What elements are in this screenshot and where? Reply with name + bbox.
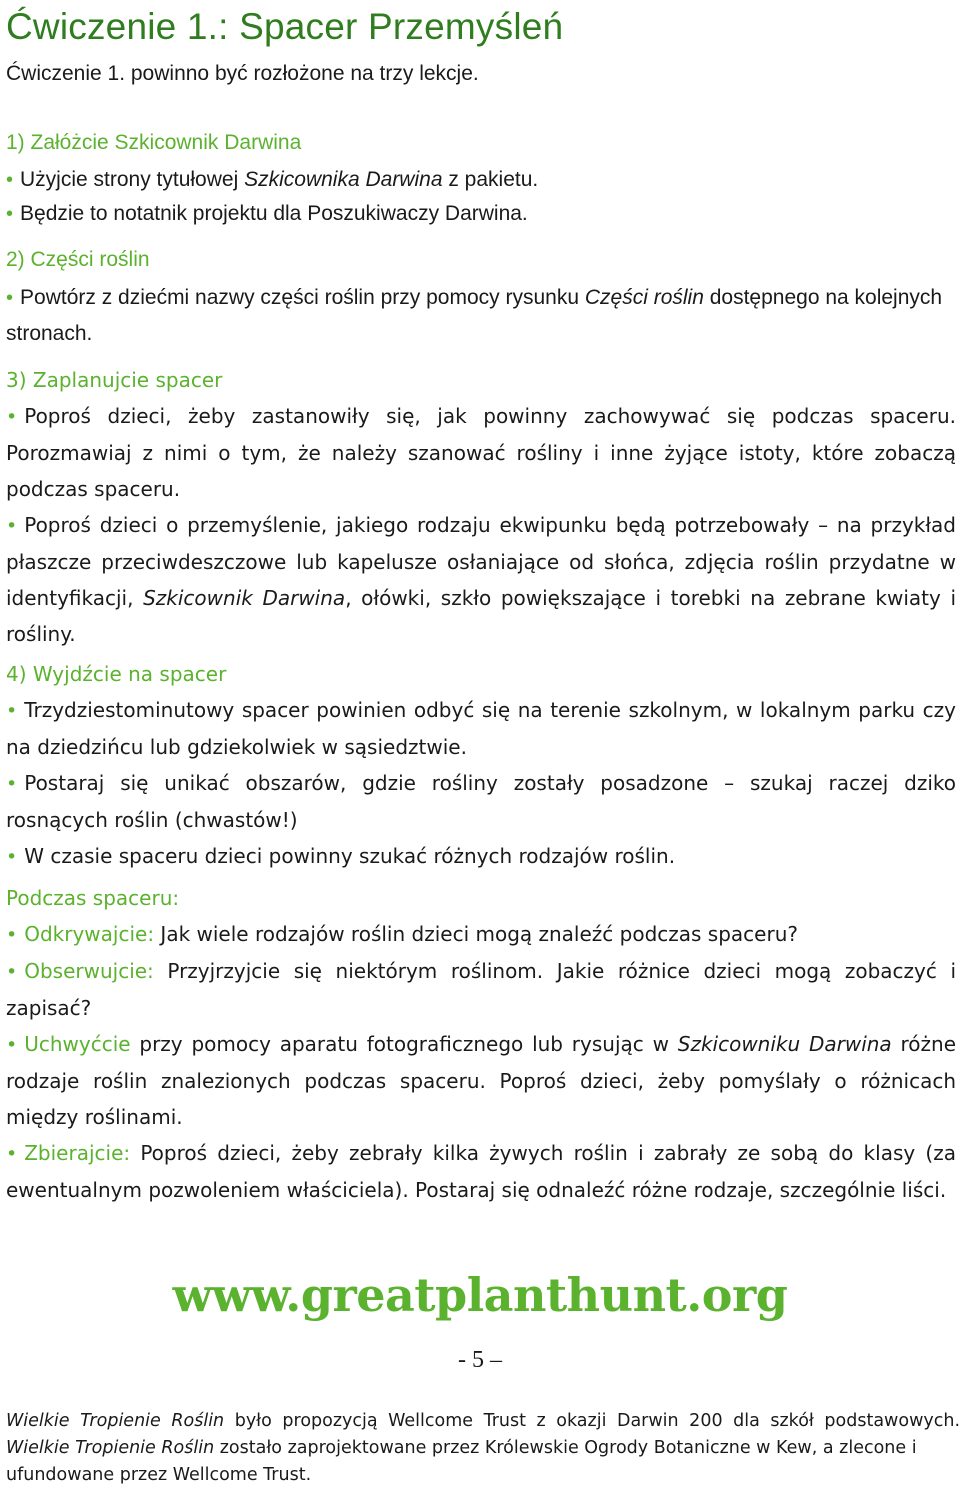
list-item: • Trzydziestominutowy spacer powinien odbyć się na terenie szkolnym, w lokalnym parku czy na dziedzińcu lub gdziekolwiek w sąsiedztwie. bbox=[6, 698, 956, 759]
website-logo: www.greatplanthunt.org bbox=[172, 1268, 788, 1322]
section-5-bullets bbox=[6, 916, 956, 1208]
section-4 bbox=[6, 656, 956, 692]
bullet-icon: • bbox=[6, 203, 14, 225]
intro-text: Ćwiczenie 1. powinno być rozłożone na trzy lekcje. bbox=[6, 62, 479, 85]
list-item: • Zbierajcie: Poproś dzieci, żeby zebrały kilka żywych roślin i zabrały ze sobą do klasy (za ewentualnym pozwoleniem właściciela). Postaraj się odnaleźć różne rodzaje, szczególnie liści. bbox=[6, 1141, 956, 1202]
footer bbox=[6, 1408, 960, 1489]
footer-line: Wielkie Tropienie Roślin zostało zaprojektowane przez Królewskie Ogrody Botaniczne w Kew, a zlecone i ufundowane przez Wellcome Trust. bbox=[6, 1438, 917, 1485]
section-4-heading: 4) Wyjdźcie na spacer bbox=[6, 662, 227, 686]
list-item: • Postaraj się unikać obszarów, gdzie rośliny zostały posadzone – szukaj raczej dziko rosnących roślin (chwastów!) bbox=[6, 771, 956, 832]
bullet-icon: • bbox=[6, 169, 14, 191]
section-2 bbox=[6, 242, 956, 278]
section-1-heading: 1) Załóżcie Szkicownik Darwina bbox=[6, 131, 302, 154]
bullet-icon: • bbox=[6, 515, 18, 537]
section-3-heading: 3) Zaplanujcie spacer bbox=[6, 368, 223, 392]
page-number: - 5 – bbox=[458, 1347, 502, 1373]
list-item: • Obserwujcie: Przyjrzyjcie się niektórym roślinom. Jakie różnice dzieci mogą zobaczyć i zapisać? bbox=[6, 959, 956, 1020]
list-item: • Uchwyćcie przy pomocy aparatu fotograficznego lub rysując w Szkicowniku Darwina różne rodzaje roślin znalezionych podczas spaceru. Poproś dzieci, żeby pomyślały o różnicach między roślinami. bbox=[6, 1032, 957, 1129]
page-title: Ćwiczenie 1.: Spacer Przemyśleń bbox=[6, 6, 564, 47]
list-item: • Powtórz z dziećmi nazwy części roślin przy pomocy rysunku Części roślin dostępnego na kolejnych stronach. bbox=[6, 286, 943, 345]
section-4-bullets bbox=[6, 692, 956, 875]
list-item: • Będzie to notatnik projektu dla Poszukiwaczy Darwina. bbox=[6, 202, 528, 225]
list-item: • W czasie spaceru dzieci powinny szukać różnych rodzajów roślin. bbox=[6, 844, 676, 868]
list-item: • Poproś dzieci, żeby zastanowiły się, jak powinny zachowywać się podczas spaceru. Porozmawiaj z nimi o tym, że należy szanować rośliny i inne żyjące istoty, które zobaczą podczas spaceru. bbox=[6, 404, 956, 501]
section-2-bullets bbox=[6, 280, 956, 351]
bullet-icon: • bbox=[6, 961, 18, 983]
section-1 bbox=[6, 125, 956, 161]
bullet-icon: • bbox=[6, 700, 18, 722]
bullet-icon: • bbox=[6, 287, 14, 309]
section-5 bbox=[6, 880, 956, 916]
section-5-heading: Podczas spaceru: bbox=[6, 886, 180, 910]
section-1-bullets bbox=[6, 163, 956, 231]
footer-line: Wielkie Tropienie Roślin było propozycją Wellcome Trust z okazji Darwin 200 dla szkół podstawowych. bbox=[6, 1411, 960, 1431]
list-item: • Poproś dzieci o przemyślenie, jakiego rodzaju ekwipunku będą potrzebowały – na przykład płaszcze przeciwdeszczowe lub kapelusze osłaniające od słońca, zdjęcia roślin przydatne w identyfikacji, Szkicownik Darwina, ołówki, szkło powiększające i torebki na zebrane kwiaty i rośliny. bbox=[6, 513, 956, 646]
section-3-bullets bbox=[6, 398, 956, 652]
section-3 bbox=[6, 362, 956, 398]
bullet-icon: • bbox=[6, 846, 18, 868]
bullet-icon: • bbox=[6, 924, 18, 946]
list-item: • Odkrywajcie: Jak wiele rodzajów roślin dzieci mogą znaleźć podczas spaceru? bbox=[6, 922, 798, 946]
bullet-icon: • bbox=[6, 1143, 18, 1165]
section-2-heading: 2) Części roślin bbox=[6, 248, 150, 271]
bullet-icon: • bbox=[6, 1034, 18, 1056]
bullet-icon: • bbox=[6, 406, 18, 428]
list-item: • Użyjcie strony tytułowej Szkicownika Darwina z pakietu. bbox=[6, 168, 539, 191]
bullet-icon: • bbox=[6, 773, 18, 795]
